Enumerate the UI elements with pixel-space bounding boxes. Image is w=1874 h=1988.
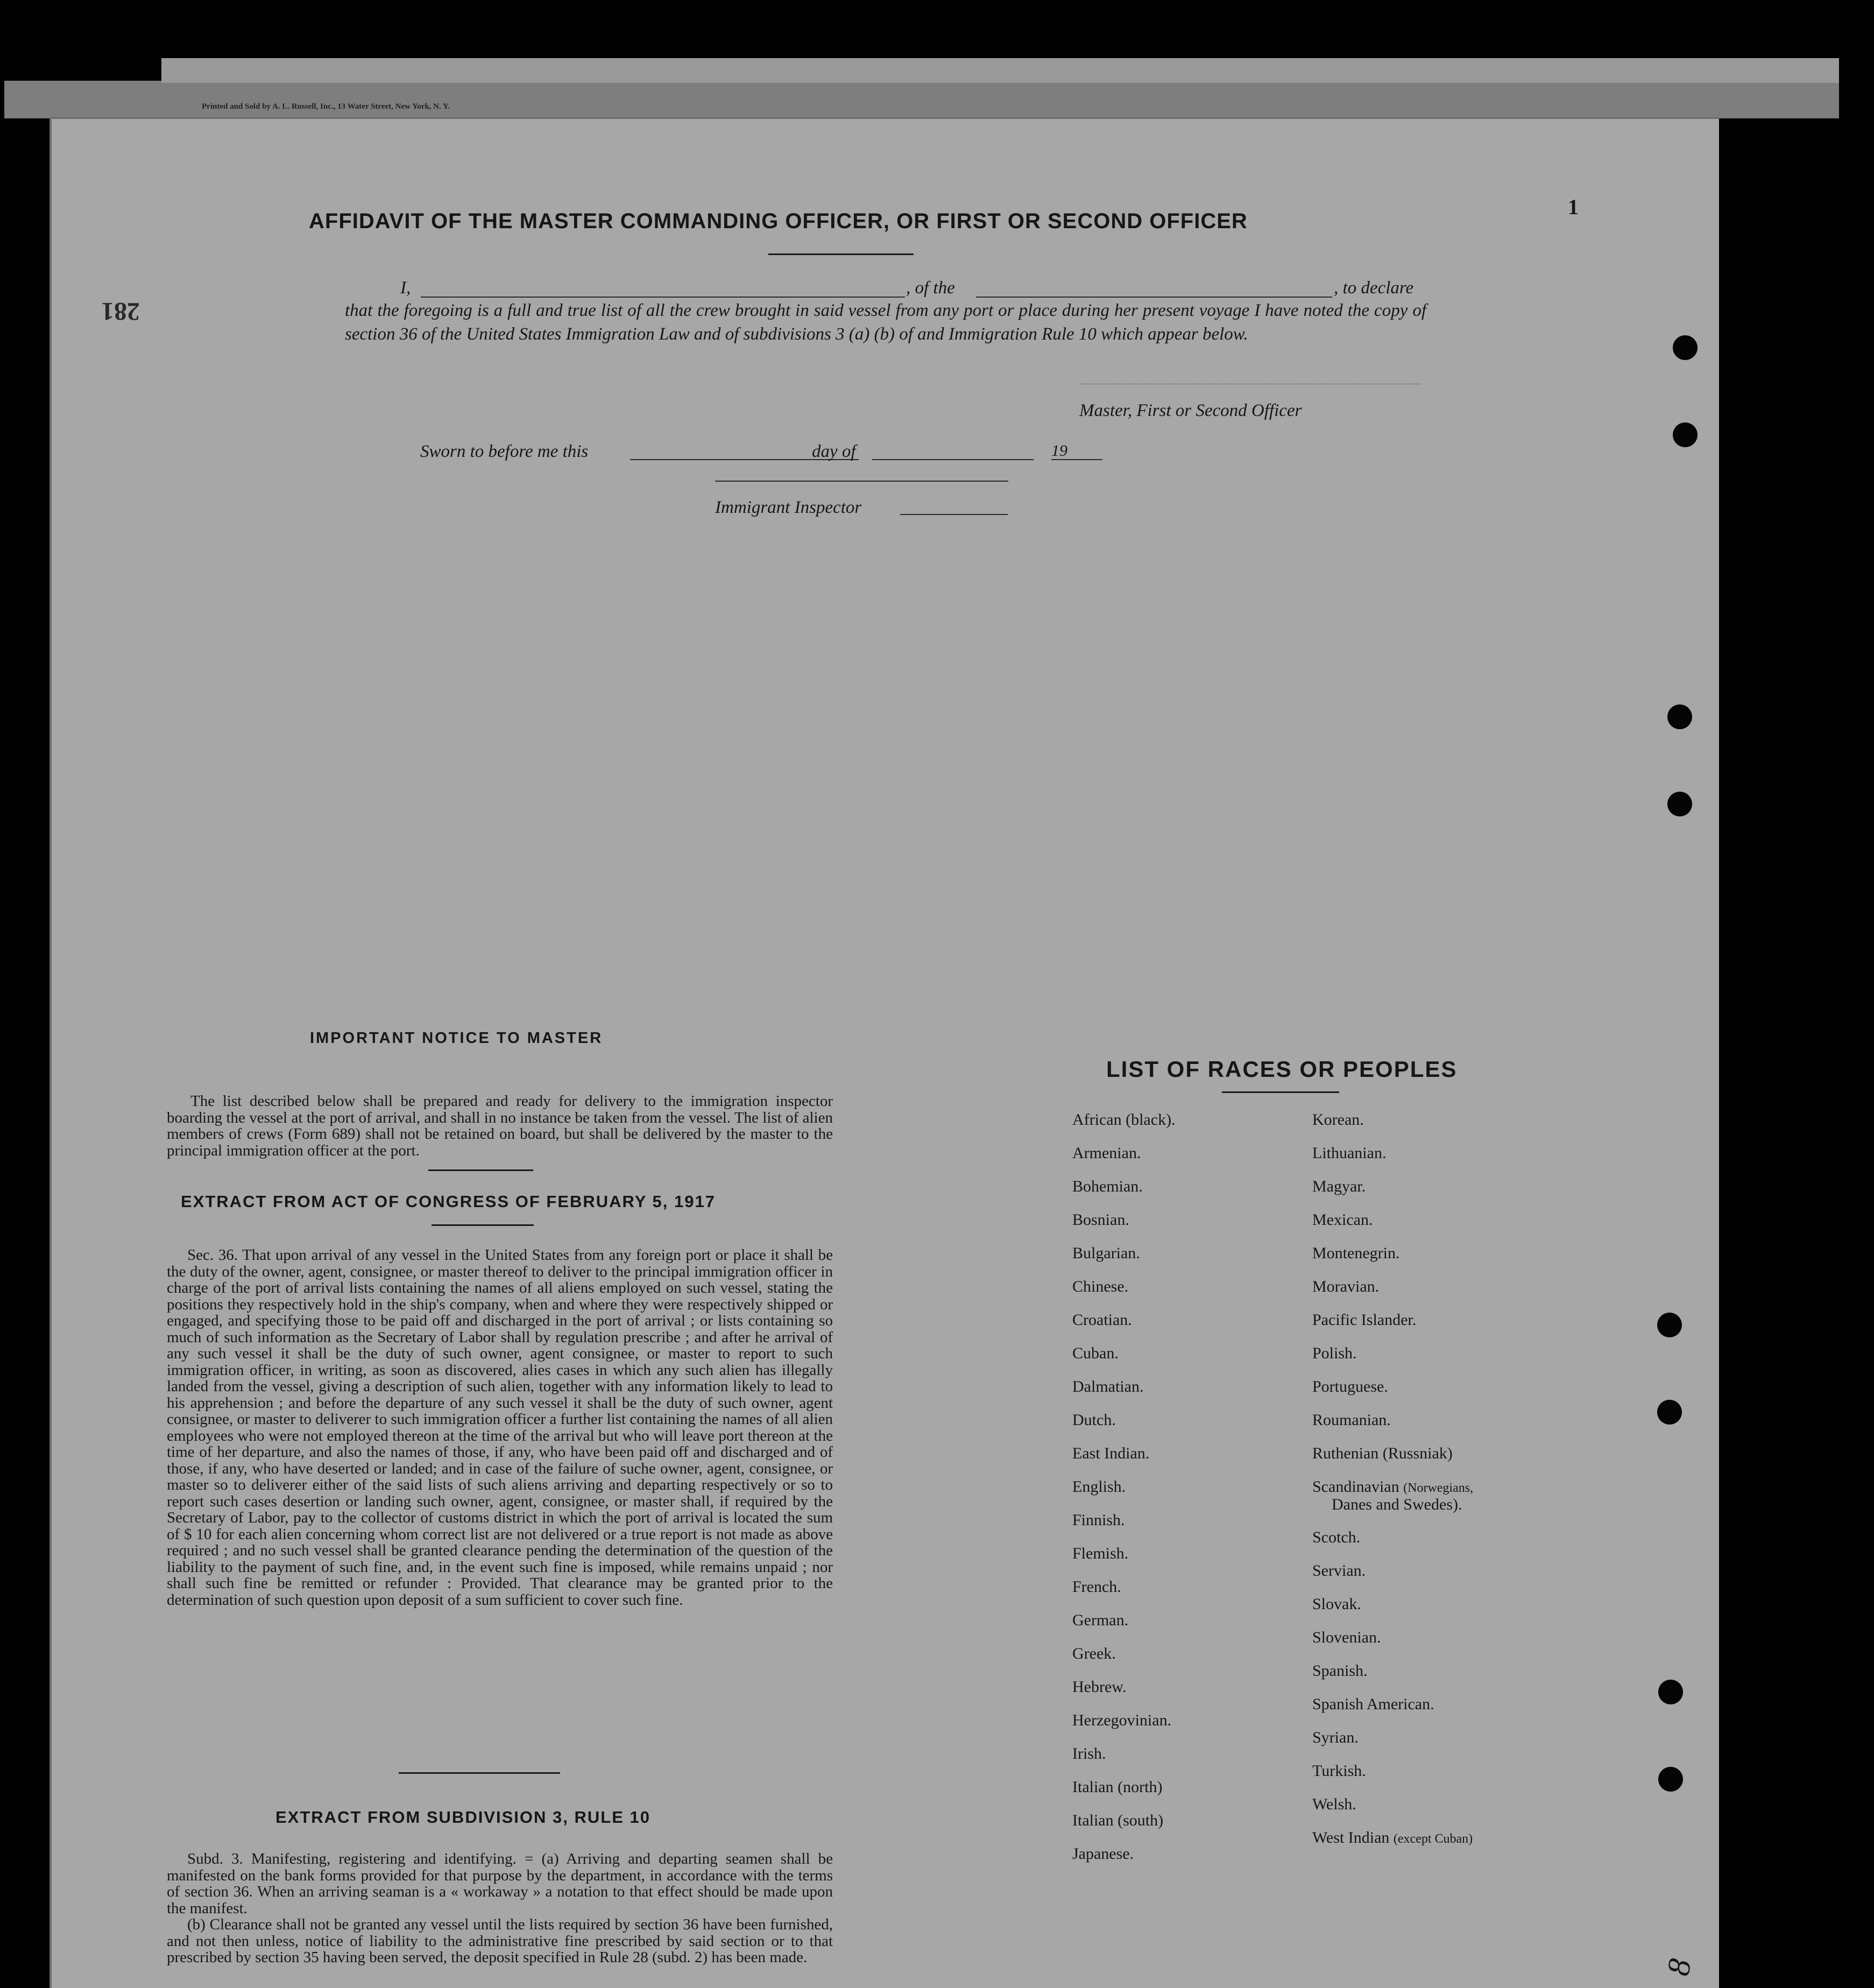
underlying-page-strip <box>161 58 1839 83</box>
race-item: Servian. <box>1312 1562 1366 1580</box>
race-item: Slovak. <box>1312 1595 1361 1613</box>
race-item: Roumanian. <box>1312 1411 1391 1429</box>
race-item: Cuban. <box>1072 1344 1119 1362</box>
race-item: Bosnian. <box>1072 1211 1129 1229</box>
title-underline <box>768 253 914 255</box>
affidavit-body: that the foregoing is a full and true list of all the crew brought in said vessel from any port or place during her present voyage I have noted the copy of section 36 of the United States Immigration Law and of subdivisions 3 (a) (b) of and Immigration Rule 10 which appear below. <box>345 301 1426 344</box>
act-title: EXTRACT FROM ACT OF CONGRESS OF FEBRUARY 5, 1917 <box>181 1192 716 1211</box>
races-title-rule <box>1222 1091 1339 1093</box>
race-item: Irish. <box>1072 1745 1106 1763</box>
year-label: 19 <box>1051 442 1067 460</box>
races-title: LIST OF RACES OR PEOPLES <box>1106 1056 1458 1082</box>
punch-hole <box>1657 1313 1682 1337</box>
race-item-west-indian <box>1312 1830 1473 1847</box>
sworn-label: Sworn to before me this <box>420 442 589 461</box>
affidavit-title: AFFIDAVIT OF THE MASTER COMMANDING OFFICER, OR FIRST OR SECOND OFFICER <box>309 209 1248 233</box>
race-item: Portuguese. <box>1312 1378 1388 1395</box>
race-item: Finnish. <box>1072 1511 1125 1529</box>
vessel-blank[interactable] <box>976 297 1332 298</box>
race-item: Herzegovinian. <box>1072 1711 1172 1729</box>
race-item: Greek. <box>1072 1645 1116 1662</box>
race-item: Dutch. <box>1072 1411 1116 1429</box>
race-item: Spanish American. <box>1312 1695 1434 1713</box>
form-page <box>49 117 1719 1988</box>
race-item: Turkish. <box>1312 1762 1366 1780</box>
page-mark: 1 <box>1568 195 1579 219</box>
rule-subd-b: (b) Clearance shall not be granted any vessel until the lists required by section 36 have been furnished, and not then unless, notice of liability to the administrative fine prescribed by said section or to that prescribed by section 35 having been served, the deposit specified in Rule 28 (subd. 2) has been made. <box>167 1916 833 1966</box>
punch-hole <box>1673 335 1698 360</box>
sworn-year-blank[interactable] <box>1051 459 1102 460</box>
race-item: German. <box>1072 1611 1129 1629</box>
race-west-indian: West Indian <box>1312 1829 1390 1846</box>
underlying-page-edge <box>4 81 1839 118</box>
day-label: day of <box>812 442 856 461</box>
race-item: Italian (south) <box>1072 1811 1164 1829</box>
rule-subd-a: Subd. 3. Manifesting, registering and identifying. = (a) Arriving and departing seamen shall be manifested on the bank forms provided for that purpose by the department, in accordance with the terms of section 36. When an arriving seaman is a « workaway » a notation to that effect should be made upon the manifest. <box>167 1850 833 1917</box>
affidavit-line-of: , of the <box>906 278 955 298</box>
act-rule <box>432 1224 534 1226</box>
race-item: Montenegrin. <box>1312 1244 1400 1262</box>
race-item: English. <box>1072 1478 1126 1496</box>
race-item: Croatian. <box>1072 1311 1132 1329</box>
race-item-scandinavian <box>1312 1479 1473 1496</box>
signature-label: Master, First or Second Officer <box>1079 401 1302 420</box>
race-item: Bulgarian. <box>1072 1244 1140 1262</box>
punch-hole <box>1657 1400 1682 1425</box>
punch-hole <box>1667 792 1692 816</box>
inspector-blank[interactable] <box>900 514 1008 515</box>
race-item: Moravian. <box>1312 1278 1380 1295</box>
rule-body <box>167 1851 833 1966</box>
race-west-indian-note: (except Cuban) <box>1393 1832 1473 1846</box>
punch-hole <box>1667 704 1692 729</box>
race-item-scandinavian-cont: Danes and Swedes). <box>1332 1496 1462 1513</box>
affidavit-line-i: I, <box>400 278 411 298</box>
race-item: Hebrew. <box>1072 1678 1127 1696</box>
rule-title: EXTRACT FROM SUBDIVISION 3, RULE 10 <box>275 1808 650 1827</box>
race-item: Spanish. <box>1312 1662 1368 1680</box>
race-item: Lithuanian. <box>1312 1144 1387 1162</box>
sworn-month-blank[interactable] <box>872 459 1034 460</box>
race-item: Italian (north) <box>1072 1778 1163 1796</box>
notice-title: IMPORTANT NOTICE TO MASTER <box>310 1030 603 1047</box>
race-item: Korean. <box>1312 1111 1364 1129</box>
name-blank[interactable] <box>421 297 905 298</box>
race-item: Magyar. <box>1312 1178 1366 1195</box>
race-item: Mexican. <box>1312 1211 1373 1229</box>
race-item: Polish. <box>1312 1344 1357 1362</box>
race-item: Slovenian. <box>1312 1629 1381 1646</box>
race-item: Bohemian. <box>1072 1178 1143 1195</box>
affidavit-line-declare: , to declare <box>1334 278 1414 298</box>
act-body: Sec. 36. That upon arrival of any vessel in the United States from any foreign port or place it shall be the duty of the owner, agent, consignee, or master thereof to deliver to the principal immigration officer in charge of the port of arrival lists containing the names of all aliens employed on such vessel, stating the positions they respectively hold in the ship's company, when and where they were respectively shipped or engaged, and specifying those to be paid off and discharged in the port of arrival ; or lists containing so much of such information as the Secretary of Labor shall by regulation prescribe ; and after he arrival of any such vessel it shall be the duty of such owner, agent consignee, or master to report to such immigration officer, in writing, as soon as discovered, alies cases in which any such alien has illegally landed from the vessel, giving a description of such alien, together with any information likely to lead to his apprehension ; and before the departure of any such vessel it shall be the duty of such owner, agent consignee, or master to deliverer to such immigration officer a further list containing the names of all alien employees who were not employed thereon at the time of the arrival but who will leave port thereon at the time of her departure, and also the names of those, if any, who have been paid off and discharged and of those, if any, who have deserted or landed; and in case of the failure of suche owner, agent, consignee, or master so to deliverer either of the said lists of such aliens arriving and departing respectively or so to report such cases desertion or landing such owner, agent, consignee, or master shall, if required by the Secretary of Labor, pay to the collector of customs district in which the port of arrival is located the sum of $ 10 for each alien concerning whom correct list are not delivered or a true report is not made as above required ; and no such vessel shall be granted clearance pending the determination of the question of the liability to the payment of such fine, and, in the event such fine is imposed, while remains unpaid ; nor shall such fine be remitted or refunder : Provided. That clearance may be granted prior to the determination of such question upon deposit of a sum sufficient to cover such fine. <box>167 1246 833 1609</box>
inspector-label: Immigrant Inspector <box>715 498 862 517</box>
punch-hole <box>1658 1680 1683 1704</box>
punch-hole <box>1658 1767 1683 1792</box>
race-item: Ruthenian (Russniak) <box>1312 1444 1453 1462</box>
act-end-rule <box>399 1772 560 1774</box>
printer-line: Printed and Sold by A. L. Russell, Inc., 13 Water Street, New York, N. Y. <box>202 102 450 111</box>
race-item: Flemish. <box>1072 1545 1129 1562</box>
race-item: East Indian. <box>1072 1444 1150 1462</box>
race-item: Welsh. <box>1312 1795 1356 1813</box>
race-item: Dalmatian. <box>1072 1378 1144 1395</box>
race-scandinavian: Scandinavian <box>1312 1478 1399 1496</box>
race-item: Syrian. <box>1312 1729 1359 1746</box>
race-item: Scotch. <box>1312 1528 1361 1546</box>
punch-hole <box>1673 422 1698 447</box>
notice-rule <box>428 1169 533 1171</box>
race-item: Armenian. <box>1072 1144 1141 1162</box>
inspector-signature-line[interactable] <box>715 481 1008 482</box>
corner-mark: 8 <box>1660 1956 1698 1978</box>
race-item: Chinese. <box>1072 1278 1129 1295</box>
race-item: African (black). <box>1072 1111 1176 1129</box>
race-item: Japanese. <box>1072 1845 1134 1863</box>
race-item: Pacific Islander. <box>1312 1311 1417 1329</box>
race-scandinavian-note: (Norwegians, <box>1403 1481 1474 1495</box>
notice-body: The list described below shall be prepared and ready for delivery to the immigration inspector boarding the vessel at the port of arrival, and shall in no instance be taken from the vessel. The list of alien members of crews (Form 689) shall not be retained on board, but shall be delivered by the master to the principal immigration officer at the port. <box>167 1092 833 1159</box>
race-item: French. <box>1072 1578 1121 1596</box>
stamp-number: 281 <box>101 297 140 326</box>
